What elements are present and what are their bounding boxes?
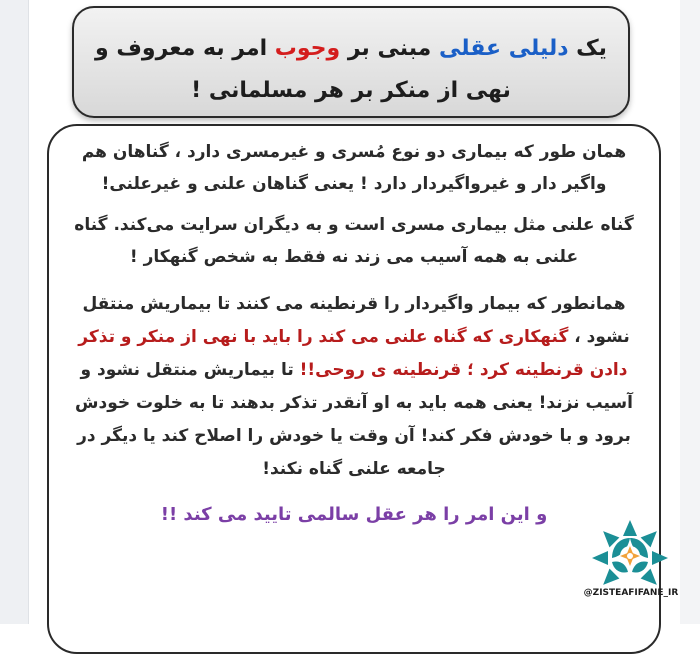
title-highlight-blue: دلیلی عقلی (438, 36, 569, 61)
title-banner (72, 6, 630, 118)
right-scroll-edge (680, 0, 700, 624)
paragraph-3-start: همانطور که بیمار واگیردار را قرنطینه می کنند تا بیماریش منتقل نشود ، (82, 294, 630, 347)
paragraph-3-highlight: گنهکاری که گناه علنی می کند را باید با نهی از منکر و تذکر دادن قرنطینه کرد ؛ قرنطینه ی روحی!! (78, 327, 628, 380)
title-part-1: یک (568, 36, 607, 61)
left-scroll-edge (0, 0, 29, 624)
paragraph-2: گناه علنی مثل بیماری مسری است و به دیگران سرایت می‌کند. گناه علنی به همه آسیب می زند نه فقط به شخص گنهکار ! (74, 215, 634, 267)
title-part-5: امر به معروف و نهی از منکر بر هر مسلمانی ! (95, 36, 511, 103)
flower-logo-icon (582, 514, 678, 596)
title-text (92, 28, 610, 112)
paragraph-1: همان طور که بیماری دو نوع مُسری و غیرمسری دارد ، گناهان هم واگیر دار و غیرواگیردار دارد ! یعنی گناهان علنی و غیرعلنی! (81, 142, 627, 194)
content-card (47, 124, 661, 654)
paragraph-4-conclusion: و این امر را هر عقل سالمی تایید می کند !! (160, 504, 548, 525)
paragraph-3-end: تا بیماریش منتقل نشود و آسیب نزند! یعنی همه باید به او آنقدر تذکر بدهند تا به خلوت خودش برود و با خودش فکر کند! آن وقت یا خودش را اصلاح کند یا دیگر در جامعه علنی گناه نکند! (75, 360, 633, 479)
watermark-handle: @ZISTEAFIFANE_IR (583, 588, 679, 598)
paragraph-3 (71, 288, 637, 486)
title-highlight-red: وجوب (274, 36, 341, 61)
title-part-3: مبنی بر (340, 36, 439, 61)
